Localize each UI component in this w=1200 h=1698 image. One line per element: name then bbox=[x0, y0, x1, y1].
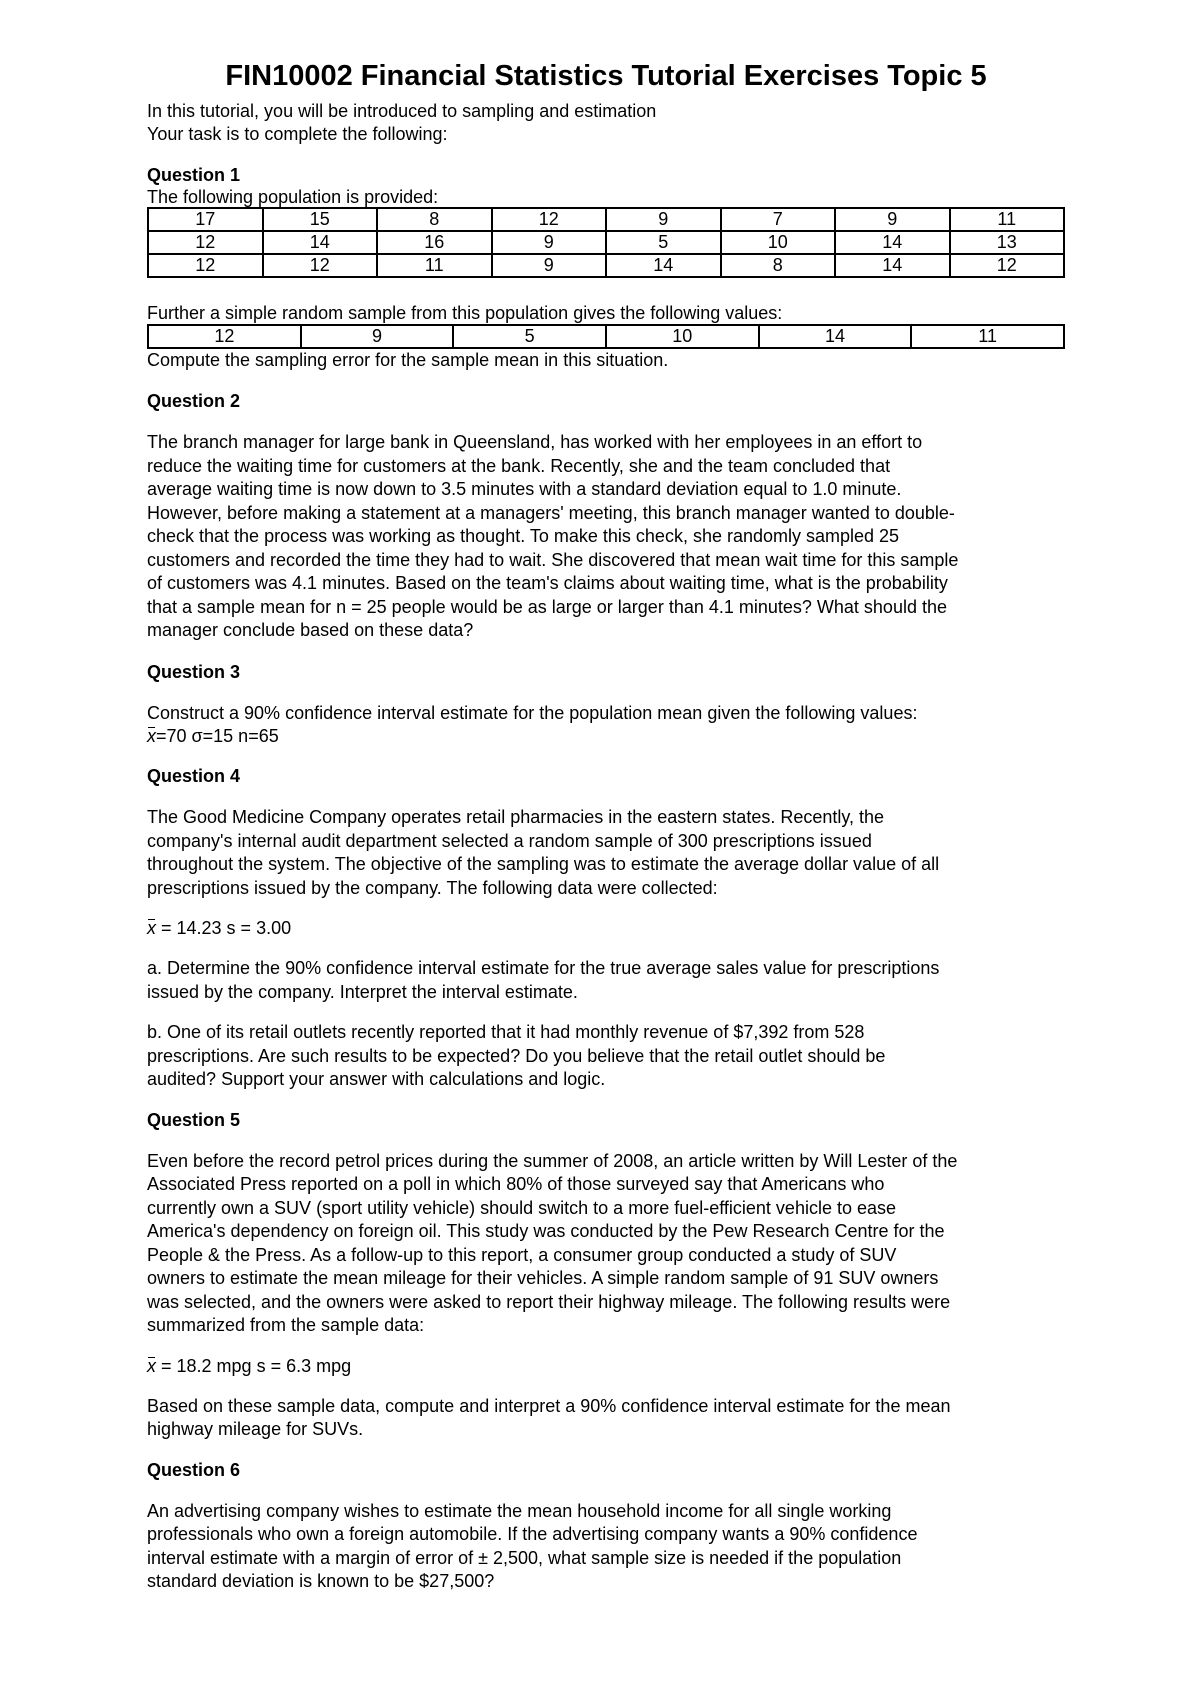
population-cell: 14 bbox=[606, 254, 721, 277]
x-bar-symbol: x bbox=[147, 918, 156, 938]
text-line: The branch manager for large bank in Queensland, has worked with her employees in an effort to bbox=[147, 432, 923, 452]
population-cell: 9 bbox=[492, 254, 607, 277]
formula-values: = 18.2 mpg s = 6.3 mpg bbox=[156, 1355, 352, 1376]
text-line: throughout the system. The objective of the sampling was to estimate the average dollar value of all bbox=[147, 854, 940, 874]
text-line: Associated Press reported on a poll in which 80% of those surveyed say that Americans who bbox=[147, 1174, 885, 1194]
text-line: b. One of its retail outlets recently reported that it had monthly revenue of $7,392 from 528 bbox=[147, 1022, 865, 1042]
question-3-formula bbox=[147, 725, 1065, 748]
document-page bbox=[147, 58, 1065, 1594]
population-cell: 12 bbox=[148, 254, 263, 277]
question-2-heading: Question 2 bbox=[147, 391, 241, 411]
question-1-task: Compute the sampling error for the sample mean in this situation. bbox=[147, 350, 669, 370]
population-cell: 11 bbox=[950, 208, 1065, 231]
question-4-part-b bbox=[147, 1021, 1065, 1092]
population-cell: 16 bbox=[377, 231, 492, 254]
question-5-text bbox=[147, 1150, 1065, 1338]
question-3-text: Construct a 90% confidence interval estimate for the population mean given the following values: bbox=[147, 702, 918, 723]
text-line: owners to estimate the mean mileage for their vehicles. A simple random sample of 91 SUV owners bbox=[147, 1268, 939, 1288]
text-line: prescriptions issued by the company. The following data were collected: bbox=[147, 877, 718, 898]
text-line: An advertising company wishes to estimate the mean household income for all single working bbox=[147, 1500, 892, 1521]
text-line: Even before the record petrol prices during the summer of 2008, an article written by Will Lester of the bbox=[147, 1150, 958, 1171]
question-4-formula bbox=[147, 917, 1065, 940]
question-6-text bbox=[147, 1500, 1065, 1594]
population-cell: 14 bbox=[835, 231, 950, 254]
text-line: interval estimate with a margin of error of ± 2,500, what sample size is needed if the population bbox=[147, 1547, 902, 1568]
population-cell: 8 bbox=[377, 208, 492, 231]
text-line: audited? Support your answer with calculations and logic. bbox=[147, 1069, 606, 1089]
text-line: America's dependency on foreign oil. This study was conducted by the Pew Research Centre for the bbox=[147, 1221, 945, 1241]
text-line: of customers was 4.1 minutes. Based on the team's claims about waiting time, what is the probability bbox=[147, 573, 948, 593]
population-cell: 12 bbox=[148, 231, 263, 254]
text-line: issued by the company. Interpret the interval estimate. bbox=[147, 981, 578, 1002]
question-5-heading: Question 5 bbox=[147, 1109, 241, 1130]
text-line: that a sample mean for n = 25 people would be as large or larger than 4.1 minutes? What should the bbox=[147, 596, 947, 617]
population-cell: 15 bbox=[263, 208, 378, 231]
text-line: average waiting time is now down to 3.5 minutes with a standard deviation equal to 1.0 minute. bbox=[147, 479, 902, 499]
sample-table bbox=[147, 324, 1065, 349]
population-cell: 12 bbox=[950, 254, 1065, 277]
text-line: People & the Press. As a follow-up to this report, a consumer group conducted a study of SUV bbox=[147, 1244, 897, 1265]
text-line: summarized from the sample data: bbox=[147, 1315, 425, 1335]
question-4-heading: Question 4 bbox=[147, 766, 241, 786]
population-cell: 14 bbox=[263, 231, 378, 254]
x-bar-symbol: x bbox=[147, 1355, 156, 1376]
question-6-heading: Question 6 bbox=[147, 1459, 241, 1480]
question-3-heading: Question 3 bbox=[147, 661, 241, 682]
text-line: standard deviation is known to be $27,500? bbox=[147, 1571, 495, 1591]
document-title: FIN10002 Financial Statistics Tutorial Exercises Topic 5 bbox=[225, 60, 987, 92]
population-cell: 12 bbox=[492, 208, 607, 231]
text-line: reduce the waiting time for customers at the bank. Recently, she and the team concluded that bbox=[147, 455, 891, 476]
question-1-heading: Question 1 bbox=[147, 165, 241, 185]
population-cell: 14 bbox=[835, 254, 950, 277]
text-line: highway mileage for SUVs. bbox=[147, 1419, 364, 1439]
sample-cell: 5 bbox=[453, 325, 606, 348]
sample-cell: 10 bbox=[606, 325, 759, 348]
population-cell: 13 bbox=[950, 231, 1065, 254]
formula-values: =70 σ=15 n=65 bbox=[156, 726, 279, 746]
question-5-formula bbox=[147, 1355, 1065, 1378]
sample-label: Further a simple random sample from this population gives the following values: bbox=[147, 303, 783, 323]
population-cell: 9 bbox=[492, 231, 607, 254]
population-row bbox=[148, 254, 1064, 277]
population-table bbox=[147, 207, 1065, 278]
intro-line-1: In this tutorial, you will be introduced to sampling and estimation bbox=[147, 101, 657, 121]
sample-cell: 9 bbox=[301, 325, 454, 348]
sample-cell: 12 bbox=[148, 325, 301, 348]
population-cell: 9 bbox=[606, 208, 721, 231]
population-cell: 8 bbox=[721, 254, 836, 277]
population-cell: 10 bbox=[721, 231, 836, 254]
question-5-task bbox=[147, 1395, 1065, 1442]
population-row bbox=[148, 231, 1064, 254]
question-2-text bbox=[147, 431, 1065, 643]
text-line: prescriptions. Are such results to be expected? Do you believe that the retail outlet should be bbox=[147, 1045, 886, 1066]
text-line: a. Determine the 90% confidence interval estimate for the true average sales value for prescriptions bbox=[147, 958, 940, 978]
text-line: manager conclude based on these data? bbox=[147, 620, 474, 640]
population-cell: 7 bbox=[721, 208, 836, 231]
population-cell: 5 bbox=[606, 231, 721, 254]
text-line: was selected, and the owners were asked to report their highway mileage. The following results were bbox=[147, 1291, 951, 1312]
text-line: The Good Medicine Company operates retail pharmacies in the eastern states. Recently, the bbox=[147, 807, 885, 827]
x-bar-symbol: x bbox=[147, 726, 156, 746]
sample-cell: 14 bbox=[759, 325, 912, 348]
text-line: check that the process was working as thought. To make this check, she randomly sampled 25 bbox=[147, 526, 900, 546]
text-line: currently own a SUV (sport utility vehicle) should switch to a more fuel-efficient vehicle to ease bbox=[147, 1197, 897, 1218]
text-line: However, before making a statement at a managers' meeting, this branch manager wanted to double- bbox=[147, 502, 955, 523]
formula-values: = 14.23 s = 3.00 bbox=[156, 918, 292, 938]
population-row bbox=[148, 208, 1064, 231]
question-4-text bbox=[147, 806, 1065, 900]
question-4-part-a bbox=[147, 957, 1065, 1004]
population-cell: 11 bbox=[377, 254, 492, 277]
text-line: Based on these sample data, compute and interpret a 90% confidence interval estimate for the mean bbox=[147, 1395, 951, 1416]
text-line: customers and recorded the time they had to wait. She discovered that mean wait time for this sample bbox=[147, 549, 959, 570]
text-line: company's internal audit department selected a random sample of 300 prescriptions issued bbox=[147, 830, 872, 851]
text-line: professionals who own a foreign automobile. If the advertising company wants a 90% confidence bbox=[147, 1524, 918, 1544]
population-cell: 17 bbox=[148, 208, 263, 231]
sample-cell: 11 bbox=[911, 325, 1064, 348]
population-cell: 12 bbox=[263, 254, 378, 277]
intro-line-2: Your task is to complete the following: bbox=[147, 124, 448, 144]
population-cell: 9 bbox=[835, 208, 950, 231]
sample-row bbox=[148, 325, 1064, 348]
population-label: The following population is provided: bbox=[147, 187, 439, 207]
